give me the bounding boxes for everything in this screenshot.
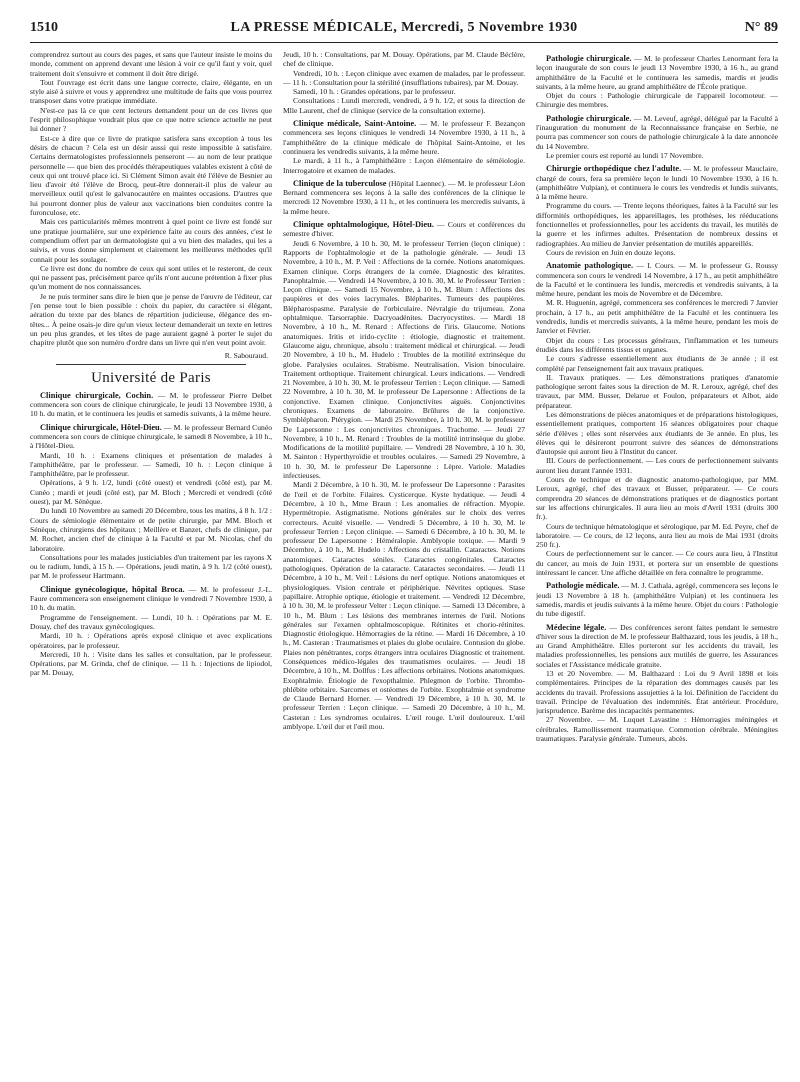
course-detail: Vendredi, 10 h. : Leçon clinique avec examen de malades, par le professeur. — 11 h. : Consultation pour la stérilité (insufflations tubaires), par M. Douay. <box>283 68 525 87</box>
course-detail: Consultations : Lundi mercredi, vendredi, à 9 h. 1/2, et sous la direction de Mlle Laurent, chef de clinique (service de la consultation externe). <box>283 96 525 115</box>
course-detail: Cours de technique et de diagnostic anatomo-pathologique, par MM. Leroux, agrégé, chef des travaux et Busser, préparateur. — Ce cours comprendra 20 séances de démonstrations pratiques et de diagnostics portant sur les affections chirurgicales. Il aura lieu au mois d'Avril 1931 (droits 300 fr.). <box>536 475 778 522</box>
course-heading: Pathologie médicale. <box>546 581 620 591</box>
course-section <box>30 391 272 419</box>
page-folio: 1510 <box>30 20 58 35</box>
course-text: — M. le professeur Mauclaire, chargé de cours, fera sa première leçon le lundi 10 Novembre 1930, à 16 h. (amphithéâtre Vulpian), et continuera le cours les vendredis et lundis suivants, à la même heure. <box>536 164 778 202</box>
university-heading: Université de Paris <box>91 369 211 386</box>
course-heading: Anatomie pathologique. <box>546 261 634 271</box>
course-text: — M. Leveuf, agrégé, délégué par la Faculté à l'inauguration du monument de la Reconnaissance française en Serbie, ne pourra pas commencer son cours de pathologie chirurgicale à la date annoncée du 14 Novembre. <box>536 113 778 151</box>
course-paragraph <box>30 585 272 613</box>
course-heading: Pathologie chirurgicale. <box>546 113 632 123</box>
course-detail: Mardi, 10 h. : Opérations après exposé clinique et avec explications opératoires, par le professeur. <box>30 631 272 650</box>
course-detail: Les démonstrations de pièces anatomiques et de préparations histologiques, essentiellement pratiques, comportent 16 séances obligatoires pour chaque série d'élèves ; elles sont réservées aux étudiants de 3e année. En plus, les élèves qui le désireront pourront suivre des séances de démonstrations d'autopsie qui auront lieu à l'Institut du cancer. <box>536 409 778 457</box>
course-text: — I. Cours. — M. le professeur G. Roussy commencera son cours le vendredi 14 Novembre, à 17 h., au petit amphithéâtre de la Faculté et le continuera les lundis, mercredis et vendredis suivants, à la même heure, pendant les mois de Novembre et de Décembre. <box>536 261 778 299</box>
course-detail: Programme du cours. — Trente leçons théoriques, faites à la Faculté sur les difformités orthopédiques, les appareillages, les prothèses, les rééducations fonctionnelles et professionnelles, pour les accidents du travail, les mutilés de la guerre et les infirmes adultes. Présentation de nombreux dessins et radiographies. Au milieu de Janvier présentation de mutilés appareillés. <box>536 201 778 248</box>
course-text: — M. le professeur Charles Lenormant fera la leçon inaugurale de son cours le jeudi 13 Novembre 1930, à 16 h., au grand amphithéâtre de la Faculté et le continuera les samedis, mardis et jeudis suivants, à la même heure, au grand amphithéâtre de l'École pratique. <box>536 54 778 91</box>
course-detail: III. Cours de perfectionnement. — Les cours de perfectionnement suivants auront lieu durant l'année 1931. <box>536 456 778 475</box>
column-right <box>536 50 778 1070</box>
course-detail: Opérations, à 9 h. 1/2, lundi (côté ouest) et vendredi (côté est), par M. Cunéo ; mardi et jeudi (côté est), par M. Bloch ; Mercredi et vendredi (côté ouest), par M. Sénèque. <box>30 478 272 507</box>
review-paragraph: Est-ce à dire que ce livre de pratique satisfera sans exception à tous les désirs de chacun ? Cela est un désir aussi qui reste impossible à satisfaire. Certains dermatologistes professionnels penseront — au nom de leur pratique personnelle — que bien des procédés thérapeutiques valables existent à côté de ceux qui ont trouvé place ici. Si Clément Simon avait été l'élève de Besnier au lieu d'avoir été l'élève de Brocq, peut-être donnerait-il plus de valeur au merveilleux outil qu'est le galvanocautère en maintes occasions. D'autres que lui pourront donner plus de valeur aux vaccinations bien conduites contre la furonculose, etc. <box>30 133 272 218</box>
course-detail: II. Travaux pratiques. — Les démonstrations pratiques d'anatomie pathologique seront faites sous la direction de M. R. Leroux, agrégé, chef des travaux, par MM. Busser, Delarue et Foulon, préparateurs et Albot, aide préparateur. <box>536 372 778 410</box>
review-paragraph: Je ne puis terminer sans dire le bien que je pense de l'œuvre de l'éditeur, car j'en pense tout le bien possible : choix du papier, du caractère si élégant, aération du texte par des blancs de répartition judicieuse, élégance des en-têtes... À peine osais-je dire qu'un vieux lecteur demanderait un texte en lettres un peu plus grandes, et les têtes de page auraient gagné à porter le sujet du chapitre plutôt que son numéro d'ordre dans un livre qui n'en veut point avoir. <box>30 291 272 348</box>
course-detail: Mercredi, 10 h. : Visite dans les salles et consultation, par le professeur. Opérations, par M. Grinda, chef de clinique. — 11 h. : Injections de lipiodol, par M. Douay, <box>30 649 272 678</box>
course-detail: Le cours s'adresse essentiellement aux étudiants de 3e année ; il est complété par l'enseignement fait aux travaux pratiques. <box>536 354 778 373</box>
course-detail: Objet du cours : Pathologie chirurgicale de l'appareil locomoteur. — Chirurgie des membres. <box>536 91 778 110</box>
course-heading: Pathologie chirurgicale. <box>546 54 632 63</box>
course-paragraph <box>30 391 272 419</box>
course-heading: Clinique ophtalmologique, Hôtel-Dieu. <box>293 220 434 230</box>
review-signature: R. Sabouraud. <box>224 350 268 360</box>
course-text: — Des conférences seront faites pendant le semestre d'hiver sous la direction de M. le professeur Balthazard, tous les jeudis, à 18 h., au Grand Amphithéâtre. Elles porteront sur les accidents du travail, les maladies professionnelles, les pensions aux mutilés de guerre, les Assurances sociales et l'Assistance médicale gratuite. <box>536 622 778 669</box>
issue-number: N° 89 <box>744 20 778 35</box>
course-detail: Consultations pour les malades justiciables d'un traitement par les rayons X ou le radium, lundi, à 15 h. — Opérations, jeudi matin, à 9 h. 1/2 (côté ouest), par M. le professeur Hartmann. <box>30 552 272 581</box>
column-middle <box>283 50 525 1070</box>
course-detail: Cours de technique hématologique et sérologique, par M. Ed. Peyre, chef de laboratoire. — Ce cours, de 12 leçons, aura lieu au mois de Mai 1931 (droits 250 fr.). <box>536 521 778 550</box>
course-detail: Cours de revision en Juin en douze leçons. <box>546 247 676 257</box>
course-detail: Cours de perfectionnement sur le cancer. — Ce cours aura lieu, à l'Institut du cancer, au mois de Juin 1931, et portera sur un ensemble de questions intéressant le cancer. Une affiche détaillée en fera connaître le programme. <box>536 549 778 578</box>
review-paragraph: Mais ces particularités mêmes montrent à quel point ce livre est fondé sur une pratique journalière, sur une expérience faite au cours des années, c'est le compendium offert par un dermatologiste qui a vu bien des malades, qui les a suivis, et vous donne simplement et clairement les meilleures méthodes qu'il connait pour les soulager. <box>30 217 272 264</box>
course-detail: Mardi 2 Décembre, à 10 h. 30, M. le professeur De Lapersonne : Parasites de l'œil et de l'orbite. Filaires. Cysticerque. Kyste hydatique. — Jeudi 4 Décembre, à 10 h., Mme Braun : Les anomalies de réfraction. Myopie. Hypermétropie. Astigmatisme. Notions générales sur le choix des verres correcteurs. Acuité visuelle. — Vendredi 5 Décembre, à 10 h. 30, M. le professeur Terrien : Leçon clinique. — Samedi 6 Décembre, à 10 h. 30, M. le professeur De Lapersonne : Héméralopie. Amblyopie toxique. — Mardi 9 Décembre, à 10 h., M. Hudelo : Affections du cristallin. Cataractes. Notions anatomiques. Cataractes séniles. Cataractes congénitales. Cataractes pathologiques. Opération de la cataracte. Cataractes secondaires. — Jeudi 11 Décembre, à 10 h., M. Veil : Lésions du nerf optique. Notions anatomiques et physiologiques. Vision centrale et périphérique. Névrites optiques. Stase papillaire. Atrophie optique, étiologie et traitement. — Vendredi 12 Décembre, à 10 h. 30, M. le professeur Velter : Leçon clinique. — Samedi 13 Décembre, à 10 h., M. Blum : Les lésions des membranes internes de l'œil. Notions générales sur l'examen ophtalmoscopique. Rétinites et chorio-rétinites. Diagnostic étiologique. Hémorragies de la rétine. — Mardi 16 Décembre, à 10 h., M. Casteran : Traumatismes et plaies du globe oculaire. Contusion du globe. Plaies non pénétrantes, corps étrangers intra oculaires Diagnostic et traitement. Conséquences médico-légales des traumatismes oculaires. — Jeudi 18 Décembre, à 10 h., M. Dollfus : Les affections orbitaires. Notions anatomiques. Exophtalmie. Étiologie de l'exopthalmie. Phlegmon de l'orbite. Thrombo-phlébite orbitaire. Sarcomes et ostéomes de l'orbite. Exophtalmie et syndrome de Claude Bernard Horner. — Vendredi 19 Décembre, à 10 h. 30, M. le professeur Terrien : Leçon clinique. — Samedi 20 Décembre, à 10 h., M. Casteran : Les syndromes oculaires. L'œil rouge. L'œil douloureux. L'œil amblyope. L'œil dur et l'œil mou. <box>283 480 525 732</box>
course-text: — M. J. Cathala, agrégé, commencera ses leçons le jeudi 13 Novembre à 18 h. (amphithéâtre Vulpian) et les continuera les samedis, mardis et jeudis suivants à la même heure. Objet du cours : Pathologie du tube digestif. <box>536 581 778 619</box>
course-heading: Clinique chirurgicale, Hôtel-Dieu. <box>40 422 162 432</box>
course-detail: Jeudi 6 Novembre, à 10 h. 30, M. le professeur Terrien (leçon clinique) : Rapports de l'ophtalmologie et de la pathologie générale. — Jeudi 13 Novembre, à 10 h., M. P. Veil : Affections de la cornée. Notions anatomiques. Examen clinique. Corps étrangers de la cornée. Diagnostic des kératites. Panophtalmie. — Vendredi 14 Novembre, à 10 h. 30, M. le Professeur Terrien : Leçon clinique. — Samedi 15 Novembre, à 10 h., M. Blum : Affections des paupières et des voies lacrymales. Blépharites. Tumeurs des paupières. Blépharospasme. Paralysie de l'orbiculaire. Névralgie du trijumeau. Zona ophtalmique. Tarsorraphie. Dacryoadénites. Dacryocystites. — Mardi 18 Novembre, à 10 h., M. Renard : Affections de l'iris. Glaucome. Notions anatomiques. Iritis et irido-cyclite : étiologie, diagnostic et traitement. Glaucome aigu, chronique, absolu : traitement médical et chirurgical. — Jeudi 20 Novembre, à 10 h., M. Hudelo : Troubles de la motilité extrinsèque du globe. Paralysies oculaires. Strabisme. Neutralisation. Vision binoculaire. Traitement orthoptique. Traitement chirurgical. Leurs indications. — Vendredi 21 Novembre, à 10 h. 30, M. le professeur Terrien : Leçon clinique. — Samedi 22 Novembre, à 10 h. 30, M. le professeur De Lapersonne : Affections de la conjonctive. Examen clinique. Conjonctivites aiguës. Conjonctivites chroniques. Examens de laboratoire. Brûlures de la conjonctive. Symblépharon. Ptérygion. — Mardi 25 Novembre, à 10 h. 30, M. le professeur De Lapersonne : Les conjonctivites chroniques. Trachome. — Jeudi 27 Novembre, à 10 h., M. Renard : Troubles de la motilité intrinsèque du globe. Modifications de la motilité pupillaire. — Vendredi 28 Novembre, à 10 h. 30, M. Sainton : Hyperthyroïdie et troubles oculaires. — Samedi 29 Novembre, à 10 h. 30, M. le professeur De Lapersonne : Lèpre. Variole. Maladies infectieuses. <box>283 238 525 481</box>
course-detail: Objet du cours : Les processus généraux, l'inflammation et les tumeurs étudiés dans les différents tissus et organes. <box>536 335 778 354</box>
course-section <box>30 585 272 678</box>
course-text: — M. le professeur F. Bezançon commencera ses leçons cliniques le vendredi 14 Novembre 1930, à 11 h., à l'amphithéâtre de la clinique médicale de l'hôpital Saint-Antoine, et les continuera les vendredis suivants, à la même heure. <box>283 119 525 156</box>
course-detail: Samedi, 10 h. : Grandes opérations, par le professeur. <box>293 87 456 97</box>
course-section <box>536 261 778 577</box>
course-paragraph <box>536 114 778 151</box>
course-detail: Jeudi, 10 h. : Consultations, par M. Douay. Opérations, par M. Claude Béclère, chef de clinique. <box>283 50 525 69</box>
course-detail: Le mardi, à 11 h., à l'amphithéâtre : Leçon élémentaire de séméiologie. Interrogatoire et examen de malades. <box>283 156 525 175</box>
course-heading: Clinique chirurgicale, Cochin. <box>40 390 154 400</box>
course-heading: Clinique de la tuberculose <box>293 178 387 188</box>
course-detail: 13 et 20 Novembre. — M. Balthazard : Loi du 9 Avril 1898 et lois complémentaires. Principes de la réparation des dommages causés par les accidents du travail. Professions assujetties à la loi. Définition de l'accident du travail. Principe de l'évaluation des indemnités. État antérieur. Procédure, jurisprudence. Barème des incapacités permanentes. <box>536 669 778 716</box>
course-heading: Clinique médicale, Saint-Antoine. <box>293 119 417 129</box>
course-text: — M. le professeur Bernard Cunéo commencera son cours de clinique chirurgicale, le samedi 8 Novembre, à 10 h., à l'Hôtel-Dieu. <box>30 422 272 451</box>
course-section <box>536 114 778 160</box>
review-paragraph: N'est-ce pas là ce que cent lecteurs demandent pour un de ces livres que l'esprit philosophique voudrait plus que ce que notre science actuelle ne peut lui donner ? <box>30 105 272 134</box>
course-section <box>283 179 525 216</box>
course-paragraph <box>536 261 778 298</box>
course-section <box>283 220 525 731</box>
separator-rule <box>56 364 246 365</box>
course-heading: Médecine légale. <box>546 622 607 632</box>
page-header <box>30 16 778 43</box>
journal-title: LA PRESSE MÉDICALE, Mercredi, 5 Novembre 1930 <box>230 20 578 35</box>
review-paragraph: comprendrez surtout au cours des pages, et sans que l'auteur insiste le moins du monde, comment on apprend devant une lésion à voir ce qu'il faut y voir, quel traitement doit s'ensuivre et comment il doit être dirigé. <box>30 50 272 78</box>
course-detail: Le premier cours est reporté au lundi 17 Novembre. <box>546 150 704 160</box>
course-paragraph <box>283 119 525 156</box>
column-left <box>30 50 272 1070</box>
course-text: — M. le professeur J.-L. Faure commencera son enseignement clinique le vendredi 7 Novembre 1930, à 10 h. du matin. <box>30 584 272 613</box>
course-text: — Cours et conférences du semestre d'hiver. <box>283 220 525 239</box>
course-section <box>30 423 272 581</box>
course-section <box>536 581 778 618</box>
course-detail: Du lundi 10 Novembre au samedi 20 Décembre, tous les matins, à 8 h. 1/2 : Cours de sémiologie élémentaire et de petite chirurgie, par MM. Bloch et Sénèque, chirurgiens des hôpitaux ; Meillère et Banzet, chefs de clinique, par M. Rochet, ancien chef de clinique à la Faculté et par M. Nicolas, chef du laboratoire. <box>30 506 272 553</box>
review-paragraph: Ce livre est donc du nombre de ceux qui sont utiles et le resteront, de ceux qui ne passent pas, précisément parce qu'ils n'ont aucune prétention à fixer plus qu'un moment de nos connaissances. <box>30 263 272 292</box>
course-detail: Mardi, 10 h. : Examens cliniques et présentation de malades à l'amphithéâtre, par le professeur. — Samedi, 10 h. : Leçon clinique à l'amphithéâtre, par le professeur. <box>30 450 272 479</box>
course-detail: Programme de l'enseignement. — Lundi, 10 h. : Opérations par M. E. Douay, chef des travaux gynécologiques. <box>30 612 272 631</box>
course-section <box>536 623 778 744</box>
course-detail: M. R. Huguenin, agrégé, commencera ses conférences le mercredi 7 Janvier prochain, à 17 h., au petit amphithéâtre de la Faculté et les continuera les vendredis, lundis et mercredis suivants, à la même heure, pendant les mois de Janvier et Février. <box>536 298 778 336</box>
course-paragraph <box>536 623 778 669</box>
course-section <box>536 54 778 110</box>
course-paragraph <box>30 423 272 451</box>
course-section <box>536 164 778 257</box>
course-text: (Hôpital Laennec). — M. le professeur Léon Bernard commencera ses leçons à la salle des conférences de la clinique le mercredi 12 Novembre 1930, à 11 h., et les continuera les mercredis suivants, à la même heure. <box>283 178 525 216</box>
course-paragraph <box>283 179 525 216</box>
course-paragraph <box>283 220 525 239</box>
review-paragraph: Tout l'ouvrage est écrit dans une langue correcte, claire, élégante, en un style aisé à suivre et vous y apprendrez une multitude de faits que vous pourrez transposer dans votre pratique immédiate. <box>30 77 272 106</box>
course-paragraph <box>536 164 778 201</box>
course-detail: 27 Novembre. — M. Luquet Lavastine : Hémorragies méningées et cérébrales. Ramollissement traumatique. Commotion cérébrale. Méningites traumatiques. Paralysie générale. Tumeurs, abcès. <box>536 715 778 744</box>
course-heading: Chirurgie orthopédique chez l'adulte. <box>546 164 682 174</box>
course-section <box>283 119 525 175</box>
course-text: — M. le professeur Pierre Delbet commencera son cours de clinique chirurgicale, le jeudi 13 Novembre 1930, à 10 h. du matin, et le continuera les jeudis et samedis suivants, à la même heure. <box>30 390 272 419</box>
course-paragraph <box>536 54 778 91</box>
course-paragraph <box>536 581 778 618</box>
course-heading: Clinique gynécologique, hôpital Broca. <box>40 584 185 594</box>
